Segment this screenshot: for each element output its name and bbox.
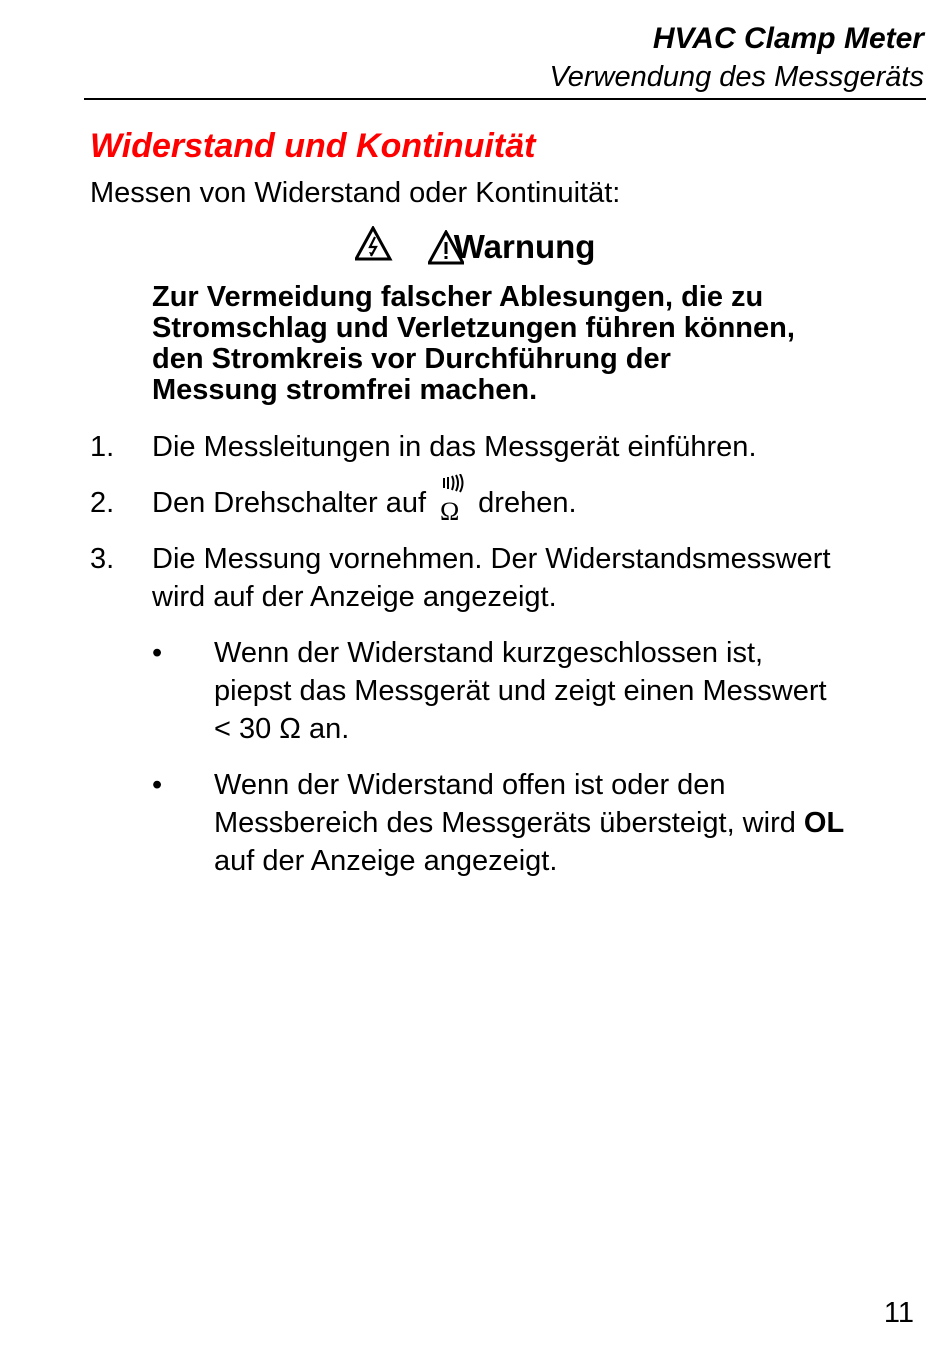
step-number: 2. — [90, 487, 115, 519]
step-line: wird auf der Anzeige angezeigt. — [152, 581, 557, 613]
section-intro: Messen von Widerstand oder Kontinuität: — [90, 177, 621, 209]
warning-line: Stromschlag und Verletzungen führen können, — [152, 312, 795, 344]
warning-line: den Stromkreis vor Durchführung der — [152, 343, 671, 375]
warning-line: Messung stromfrei machen. — [152, 374, 538, 406]
page-number: 11 — [883, 1297, 914, 1329]
bullet-line: < 30 Ω an. — [214, 713, 350, 745]
step-number: 1. — [90, 431, 115, 463]
bullet-line: auf der Anzeige angezeigt. — [214, 845, 558, 877]
overload-indicator: OL — [803, 807, 845, 839]
bullet-line: Wenn der Widerstand offen ist oder den — [214, 769, 726, 801]
electric-hazard-icon — [355, 226, 435, 262]
bullet-line — [214, 804, 914, 842]
warning-line: Zur Vermeidung falscher Ablesungen, die zu — [152, 281, 764, 313]
warning-heading-text: Warnung — [453, 228, 596, 265]
bullet-line-text: Messbereich des Messgeräts übersteigt, wird — [214, 807, 796, 839]
step-text — [152, 484, 892, 522]
warning-icons — [355, 226, 435, 272]
bullet-line: piepst das Messgerät und zeigt einen Messwert — [214, 675, 827, 707]
header-divider — [84, 98, 926, 100]
header-subtitle: Verwendung des Messgeräts — [549, 61, 924, 93]
ohm-symbol: Ω — [440, 497, 460, 524]
step-number: 3. — [90, 543, 115, 575]
section-title: Widerstand und Kontinuität — [90, 127, 536, 165]
caution-triangle-icon — [428, 230, 464, 266]
continuity-resistance-icon — [438, 484, 466, 522]
step-text: Die Messleitungen in das Messgerät einführen. — [152, 431, 757, 463]
bullet-text — [214, 766, 914, 880]
bullet-line: Wenn der Widerstand kurzgeschlossen ist, — [214, 637, 764, 669]
bullet-text — [214, 634, 914, 748]
step-text — [152, 540, 892, 616]
step-text-before: Den Drehschalter auf — [152, 487, 427, 519]
step-line: Die Messung vornehmen. Der Widerstandsmesswert — [152, 543, 831, 575]
step-text-after: drehen. — [478, 487, 577, 519]
warning-text — [152, 282, 892, 406]
page-header — [549, 20, 924, 96]
warning-heading — [0, 226, 950, 272]
bullet-marker: • — [152, 637, 163, 669]
bullet-marker: • — [152, 769, 163, 801]
header-title: HVAC Clamp Meter — [652, 22, 924, 55]
